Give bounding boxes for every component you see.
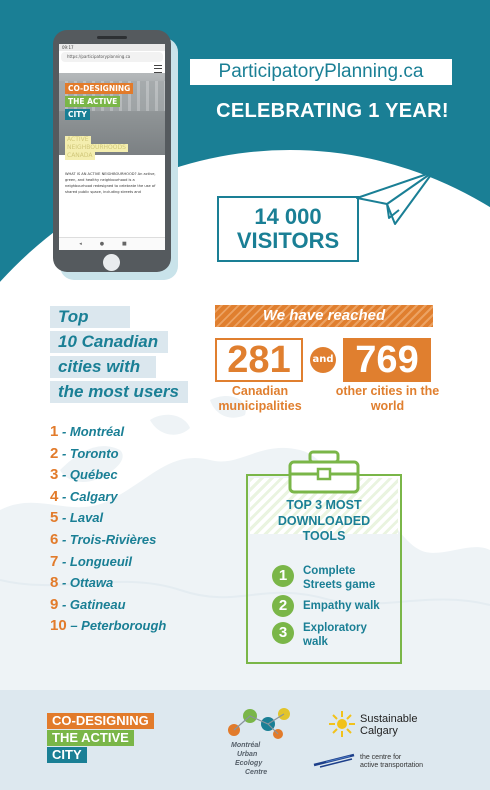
city-rank: 5: [50, 509, 59, 527]
visitors-count: 14 000: [254, 204, 322, 229]
city-list-item: [50, 464, 240, 486]
world-cities-count: 769: [343, 338, 431, 382]
phone-url-bar[interactable]: https://participatoryplanning.ca: [61, 52, 163, 62]
tool-label: [303, 564, 403, 592]
and-connector: and: [310, 347, 336, 373]
tool-label-line: Exploratory: [303, 622, 367, 634]
phone-body-text: WHAT IS AN ACTIVE NEIGHBOURHOOD? An active, green, and healthy neighbourhood is a neighbourhood redesigned to celebrate the use of shared public space, including streets and: [65, 172, 156, 194]
top-cities-title-4: the most users: [50, 381, 188, 403]
city-rank: 1: [50, 423, 59, 440]
tool-label-line: Complete: [303, 565, 356, 577]
cat-logo-icon: [312, 752, 356, 768]
visitors-label: VISITORS: [236, 228, 340, 253]
codesign-logo-line-3: CITY: [47, 747, 87, 763]
city-list-item: [50, 443, 240, 465]
tool-label-line: Streets game: [303, 579, 376, 591]
world-cities-caption: other cities in the world: [335, 384, 440, 413]
menu-icon[interactable]: [154, 65, 162, 73]
tool-label: [303, 599, 403, 613]
tool-label: [303, 621, 403, 649]
city-name: - Montréal: [61, 424, 125, 439]
tool-number-badge: 1: [272, 565, 294, 587]
top-cities-title-2: 10 Canadian: [50, 331, 168, 353]
city-name: - Gatineau: [61, 596, 126, 612]
toolbox-icon: [286, 450, 362, 494]
phone-speaker: [97, 36, 127, 39]
mue-line: Urban: [237, 751, 258, 758]
reached-banner: We have reached: [215, 305, 433, 327]
city-rank: 9: [50, 595, 59, 613]
paper-plane-icon: [355, 168, 435, 228]
city-list-item: [50, 572, 240, 594]
city-rank: 4: [50, 487, 59, 505]
codesign-logo-line-2: THE ACTIVE: [47, 730, 134, 746]
city-rank: 8: [50, 574, 59, 592]
city-list-item: [50, 615, 240, 637]
phone-screen: [59, 44, 165, 250]
city-rank: 3: [50, 466, 59, 484]
sc-line: Sustainable: [360, 713, 418, 725]
site-name-label: ParticipatoryPlanning.ca: [190, 59, 452, 85]
headline: CELEBRATING 1 YEAR!: [216, 100, 449, 122]
city-name: - Toronto: [61, 445, 119, 461]
phone-hero-line-3: CITY: [65, 109, 90, 120]
tools-title-line-1: TOP 3 MOST: [286, 498, 362, 512]
city-name: - Laval: [61, 510, 104, 526]
phone-hero-line-1: CO-DESIGNING: [65, 83, 133, 94]
tool-label-line: Empathy walk: [303, 600, 380, 612]
city-name: - Calgary: [61, 488, 118, 504]
city-name: - Trois-Rivières: [61, 531, 157, 547]
city-list-item: [50, 507, 240, 529]
city-list-item: [50, 421, 240, 443]
phone-anc-line-1: ACTIVE: [67, 136, 89, 143]
top-cities-title-3: cities with: [50, 356, 156, 378]
city-rank: 7: [50, 552, 59, 570]
tool-number-badge: 3: [272, 622, 294, 644]
tools-title-line-3: TOOLS: [302, 529, 346, 543]
city-name: - Ottawa: [61, 575, 114, 591]
city-list-item: [50, 529, 240, 551]
city-list-item: [50, 551, 240, 573]
codesign-logo-line-1: CO-DESIGNING: [47, 713, 154, 729]
city-name: - Québec: [61, 467, 118, 483]
mue-line: Ecology: [235, 760, 263, 767]
top-cities-title-1: Top: [50, 306, 130, 328]
city-rank: 2: [50, 444, 59, 462]
city-name: – Peterborough: [70, 618, 167, 634]
phone-site-nav: [59, 63, 165, 73]
city-rank: 6: [50, 530, 59, 548]
phone-mockup: [53, 30, 171, 272]
mue-logo-icon: [226, 706, 296, 742]
sustainable-calgary-text: [360, 713, 418, 737]
phone-anc-line-3: CANADA: [67, 152, 93, 159]
tools-title-line-2: DOWNLOADED: [277, 513, 371, 528]
mue-line: Montréal: [231, 742, 261, 749]
cat-logo-text: [360, 754, 423, 770]
phone-anc-line-2: NEIGHBOURHOODS: [67, 144, 126, 151]
city-list-item: [50, 486, 240, 508]
city-list-item: [50, 594, 240, 616]
phone-hero-line-2: THE ACTIVE: [65, 96, 120, 107]
sc-line: Calgary: [360, 725, 398, 737]
cat-line: active transportation: [360, 762, 424, 769]
city-list: [50, 421, 240, 637]
visitors-box: [217, 196, 359, 262]
tool-number-badge: 2: [272, 595, 294, 617]
mue-line: Centre: [245, 769, 268, 776]
city-name: - Longueuil: [61, 553, 133, 569]
mue-logo-text: [231, 741, 267, 777]
phone-nav-bar: ◂●■: [59, 237, 165, 250]
tools-title: [248, 498, 400, 545]
phone-anc-logo: [65, 136, 157, 160]
municipalities-caption: Canadian municipalities: [218, 384, 302, 413]
tool-label-line: walk: [303, 636, 328, 648]
city-rank: 10: [50, 617, 67, 635]
sustainable-calgary-sun-icon: [328, 710, 356, 738]
municipalities-count: 281: [215, 338, 303, 382]
phone-home-button: [103, 254, 120, 271]
phone-status-bar: 09:17: [59, 44, 165, 51]
cat-line: the centre for: [360, 754, 402, 761]
